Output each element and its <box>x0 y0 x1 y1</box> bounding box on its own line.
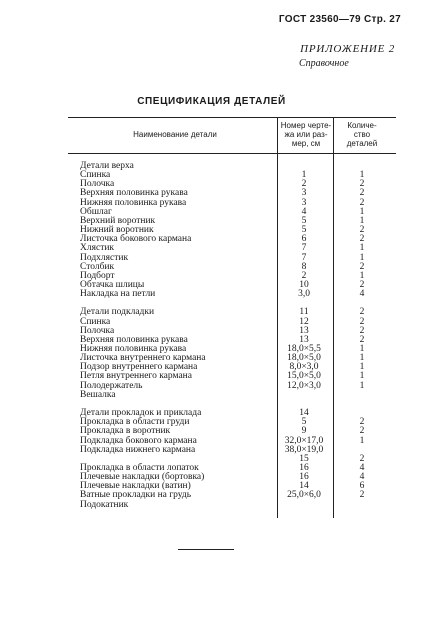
row-qty: 4 <box>359 472 365 483</box>
row-name: Ватные прокладки на грудь <box>80 490 192 501</box>
row-qty: 1 <box>359 170 365 181</box>
row-name: Вешалка <box>80 389 116 400</box>
row-name: Детали подкладки <box>80 307 155 318</box>
row-name: Прокладка в области лопаток <box>80 462 199 473</box>
row-name: Нижняя половинка рукава <box>80 344 187 354</box>
row-name: Спинка <box>80 170 111 181</box>
row-qty: 2 <box>359 234 365 245</box>
row-size: 13 <box>299 334 309 345</box>
row-name: Накладка на петли <box>80 289 156 300</box>
row-name: Верхняя половинка рукава <box>80 188 188 199</box>
row-qty: 1 <box>359 215 365 226</box>
row-name: Полодержатель <box>80 380 143 391</box>
row-qty: 2 <box>359 279 365 290</box>
row-qty: 1 <box>359 435 365 446</box>
row-qty: 1 <box>359 270 365 281</box>
appendix-subtitle: Справочное <box>299 58 349 69</box>
row-size: 15 <box>299 453 309 464</box>
row-name: Прокладка в области груди <box>80 417 190 428</box>
row-size: 14 <box>299 481 309 492</box>
row-size: 5 <box>301 215 307 226</box>
row-name: Подкладка нижнего кармана <box>80 444 196 455</box>
standard-header: ГОСТ 23560—79 Стр. 27 <box>278 14 401 25</box>
row-name: Плечевые накладки (ватин) <box>80 481 191 492</box>
row-name: Подокатник <box>80 499 129 510</box>
row-size: 1 <box>301 170 307 181</box>
row-qty: 2 <box>359 453 365 464</box>
row-size: 6 <box>301 234 307 245</box>
row-size: 25,0×6,0 <box>287 490 321 501</box>
row-qty: 2 <box>359 261 365 272</box>
row-qty: 1 <box>359 252 365 263</box>
table-row <box>0 500 423 510</box>
spec-title: СПЕЦИФИКАЦИЯ ДЕТАЛЕЙ <box>137 96 286 107</box>
row-qty: 2 <box>359 197 365 208</box>
row-size: 3 <box>301 188 307 199</box>
table-header-rule <box>68 153 396 154</box>
row-qty: 2 <box>359 179 365 190</box>
row-name: Нижняя половинка рукава <box>80 197 187 208</box>
row-qty: 6 <box>359 481 365 492</box>
row-size: 2 <box>301 179 307 190</box>
row-qty: 1 <box>359 371 365 382</box>
row-size: 7 <box>301 252 307 263</box>
row-name: Петля внутреннего кармана <box>80 371 192 382</box>
row-size: 15,0×5,0 <box>287 371 321 382</box>
row-size: 9 <box>301 426 307 437</box>
row-size: 7 <box>301 243 307 254</box>
row-qty: 2 <box>359 316 365 327</box>
row-qty: 2 <box>359 426 365 437</box>
row-name: Листочка внутреннего кармана <box>80 353 206 364</box>
row-name: Полочка <box>80 179 115 190</box>
row-name: Подзор внутреннего кармана <box>80 362 198 373</box>
row-qty: 2 <box>359 188 365 199</box>
row-size: 12,0×3,0 <box>287 380 321 391</box>
row-size: 16 <box>299 462 309 473</box>
row-name: Прокладка в воротник <box>80 426 171 437</box>
row-size: 5 <box>301 417 307 428</box>
row-qty: 1 <box>359 344 365 354</box>
table-top-rule <box>68 117 396 118</box>
row-qty: 2 <box>359 490 365 501</box>
row-name: Столбик <box>80 261 115 272</box>
row-size: 5 <box>301 225 307 236</box>
row-qty: 4 <box>359 462 365 473</box>
row-qty: 2 <box>359 334 365 345</box>
col-header-name: Наименование детали <box>133 130 217 139</box>
row-name: Подкладка бокового кармана <box>80 435 197 446</box>
row-name: Подхлястик <box>80 252 129 263</box>
row-size: 11 <box>299 307 309 318</box>
row-name: Обтачка шлицы <box>80 279 145 290</box>
row-name: Верхняя половинка рукава <box>80 334 188 345</box>
row-name: Листочка бокового кармана <box>80 234 192 245</box>
col-header-size: Номер черте- жа или раз- мер, см <box>280 121 332 148</box>
row-name: Детали прокладок и приклада <box>80 408 202 419</box>
row-name: Верхний воротник <box>80 215 156 226</box>
row-name: Хлястик <box>80 243 115 254</box>
col-header-qty: Количе- ство деталей <box>346 121 378 148</box>
row-qty: 2 <box>359 307 365 318</box>
row-size: 3,0 <box>298 289 310 300</box>
row-name: Детали верха <box>80 161 134 171</box>
row-name: Подборт <box>80 270 115 281</box>
row-qty: 2 <box>359 225 365 236</box>
row-qty: 1 <box>359 243 365 254</box>
row-size: 8 <box>301 261 307 272</box>
row-size: 32,0×17,0 <box>284 435 324 446</box>
row-qty: 2 <box>359 417 365 428</box>
row-name: Полочка <box>80 325 115 336</box>
row-size: 10 <box>299 279 309 290</box>
appendix-title: ПРИЛОЖЕНИЕ 2 <box>300 43 395 55</box>
row-size: 38,0×19,0 <box>284 444 324 455</box>
row-size: 18,0×5,5 <box>287 344 321 354</box>
row-size: 12 <box>299 316 309 327</box>
row-qty: 1 <box>359 353 365 364</box>
row-size: 14 <box>299 408 309 419</box>
row-qty: 1 <box>359 362 365 373</box>
row-size: 13 <box>299 325 309 336</box>
row-size: 8,0×3,0 <box>289 362 319 373</box>
footer-rule <box>178 549 234 550</box>
row-name: Нижний воротник <box>80 225 154 236</box>
row-name: Спинка <box>80 316 111 327</box>
row-size: 3 <box>301 197 307 208</box>
row-qty: 1 <box>359 380 365 391</box>
row-size: 4 <box>301 206 307 217</box>
row-qty: 1 <box>359 206 365 217</box>
row-size: 16 <box>299 472 309 483</box>
row-name: Обшлаг <box>80 206 112 217</box>
row-size: 2 <box>301 270 307 281</box>
row-name: Плечевые накладки (бортовка) <box>80 472 205 483</box>
row-qty: 2 <box>359 325 365 336</box>
row-size: 18,0×5,0 <box>287 353 321 364</box>
row-qty: 4 <box>359 289 365 300</box>
